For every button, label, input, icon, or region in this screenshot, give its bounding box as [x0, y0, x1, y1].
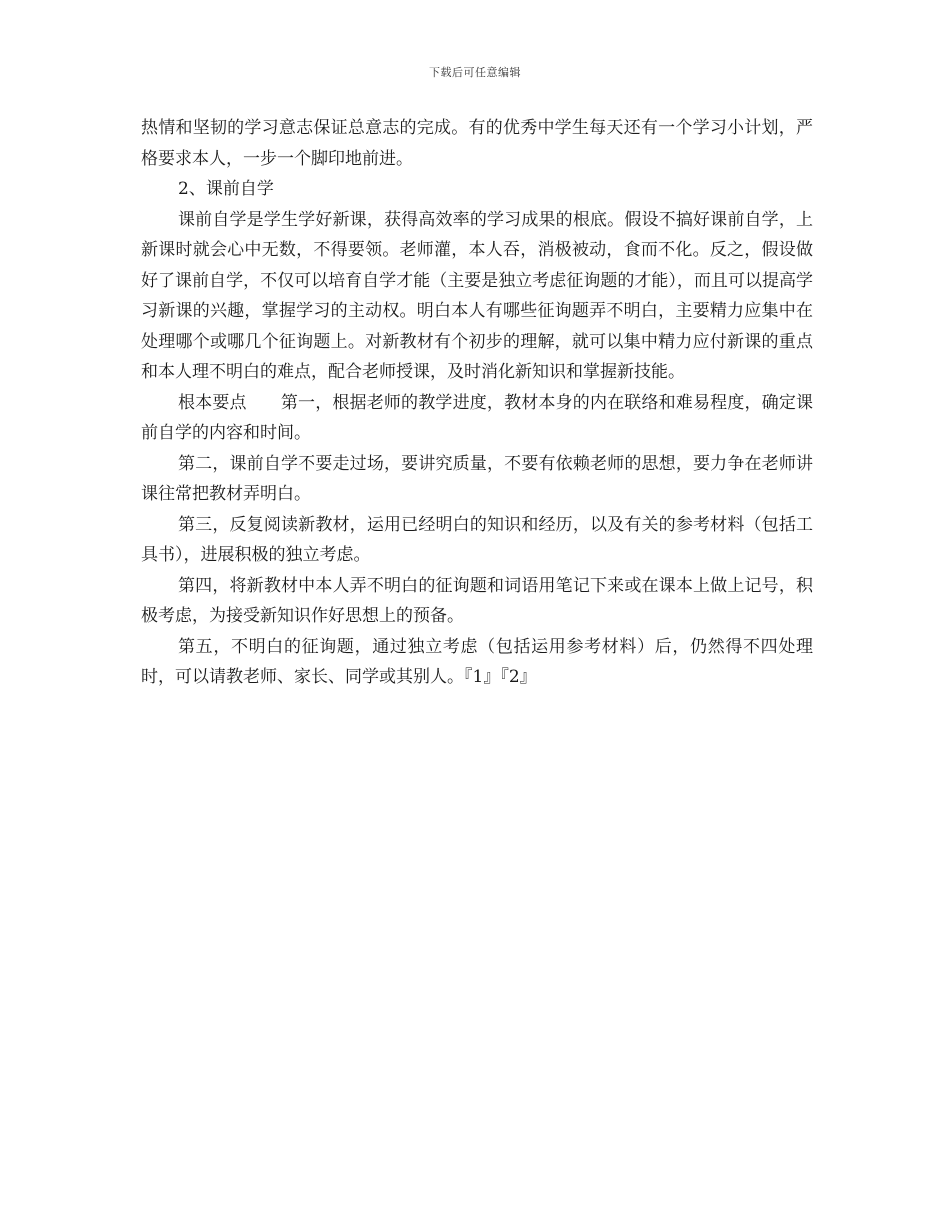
paragraph-continuation: 热情和坚韧的学习意志保证总意志的完成。有的优秀中学生每天还有一个学习小计划，严格要求本人，一步一个脚印地前进。: [141, 118, 813, 169]
key-points-label: 根本要点: [178, 392, 247, 413]
paragraph-fifth: 第五，不明白的征询题，通过独立考虑（包括运用参考材料）后，仍然得不四处理时，可以请教老师、家长、同学或其别人。『1』『2』: [141, 636, 813, 687]
document-body: [141, 113, 813, 693]
section-heading: 2、课前自学: [178, 179, 274, 199]
paragraph-third: 第三，反复阅读新教材，运用已经明白的知识和经历，以及有关的参考材料（包括工具书），进展积极的独立考虑。: [141, 514, 813, 565]
paragraph-self-study: 课前自学是学生学好新课，获得高效率的学习成果的根底。假设不搞好课前自学，上新课时就会心中无数，不得要领。老师灌，本人吞，消极被动，食而不化。反之，假设做好了课前自学，不仅可以培育自学才能（主要是独立考虑征询题的才能），而且可以提高学习新课的兴趣，掌握学习的主动权。明白本人有哪些征询题弄不明白，主要精力应集中在处理哪个或哪几个征询题上。对新教材有个初步的理解，就可以集中精力应付新课的重点和本人理不明白的难点，配合老师授课，及时消化新知识和掌握新技能。: [141, 209, 813, 382]
page-header: 下载后可任意编辑: [429, 66, 521, 79]
paragraph-fourth: 第四，将新教材中本人弄不明白的征询题和词语用笔记下来或在课本上做上记号，积极考虑，为接受新知识作好思想上的预备。: [141, 575, 813, 626]
paragraph-second: 第二，课前自学不要走过场，要讲究质量，不要有依赖老师的思想，要力争在老师讲课往常把教材弄明白。: [141, 453, 813, 504]
key-points-first: 第一，根据老师的教学进度，教材本身的内在联络和难易程度，确定课前自学的内容和时间。: [141, 392, 814, 443]
paragraph-key-points: [141, 388, 813, 449]
